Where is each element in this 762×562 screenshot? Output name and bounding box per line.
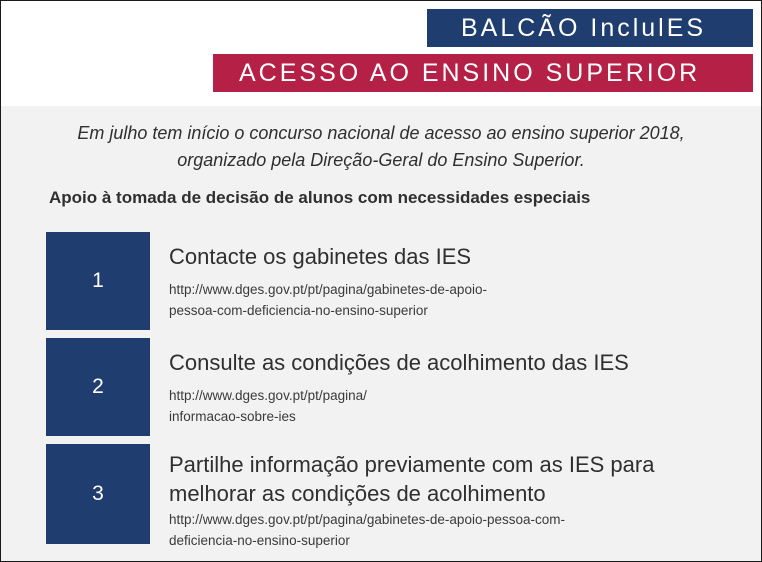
step-2-url[interactable]: [169, 385, 367, 427]
intro-line-1: Em julho tem início o concurso nacional de acesso ao ensino superior 2018,: [77, 123, 685, 143]
intro-line-2: organizado pela Direção-Geral do Ensino Superior.: [177, 150, 585, 170]
banner-acesso-text: ACESSO AO ENSINO SUPERIOR: [239, 58, 701, 87]
step-1-url-line-2[interactable]: pessoa-com-deficiencia-no-ensino-superior: [169, 303, 428, 318]
step-3-title-line-1: Partilhe informação previamente com as IES para: [169, 452, 655, 477]
step-3-url-line-2[interactable]: deficiencia-no-ensino-superior: [169, 533, 350, 548]
step-2-number-box: [46, 338, 150, 436]
step-1-url-line-1[interactable]: http://www.dges.gov.pt/pt/pagina/gabinetes-de-apoio-: [169, 282, 487, 297]
banner-balcao-text: BALCÃO InclulES: [461, 13, 707, 42]
step-2-title-line-1: Consulte as condições de acolhimento das IES: [169, 350, 629, 375]
step-2-number: 2: [92, 375, 104, 398]
section-heading: Apoio à tomada de decisão de alunos com necessidades especiais: [49, 188, 591, 207]
step-3-url-line-1[interactable]: http://www.dges.gov.pt/pt/pagina/gabinetes-de-apoio-pessoa-com-: [169, 512, 565, 527]
step-3-title: [169, 450, 654, 508]
step-3-number: 3: [92, 482, 104, 505]
content-panel: [1, 106, 761, 561]
step-1-title: [169, 242, 471, 271]
step-2-url-line-2[interactable]: informacao-sobre-ies: [169, 409, 296, 424]
step-1-number-box: [46, 232, 150, 330]
step-3-url[interactable]: [169, 509, 565, 551]
intro-text: [1, 120, 761, 174]
step-3-number-box: [46, 444, 150, 544]
banner-balcao-inclues: [427, 9, 753, 47]
banner-acesso-ensino-superior: [213, 54, 753, 92]
step-2-title: [169, 348, 629, 377]
step-1-number: 1: [92, 269, 104, 292]
step-1-title-line-1: Contacte os gabinetes das IES: [169, 244, 472, 269]
step-1-url[interactable]: [169, 279, 487, 321]
step-2-url-line-1[interactable]: http://www.dges.gov.pt/pt/pagina/: [169, 388, 367, 403]
step-3-title-line-2: melhorar as condições de acolhimento: [169, 481, 546, 506]
